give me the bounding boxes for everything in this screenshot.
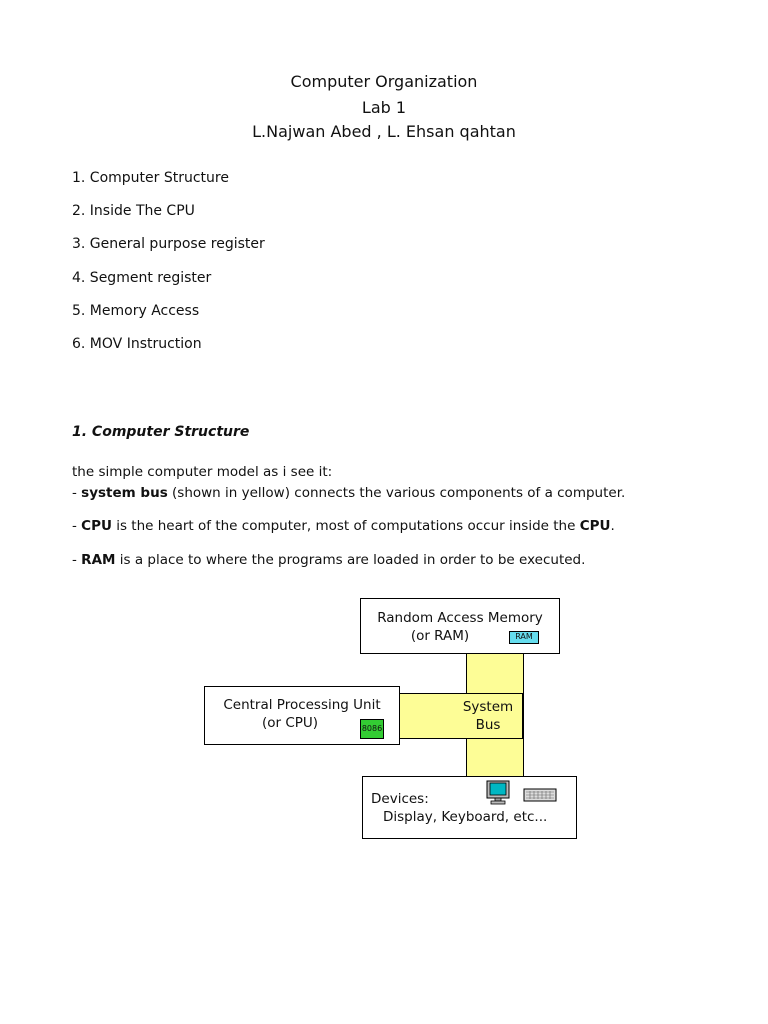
- ram-label-line2: (or RAM): [410, 628, 470, 644]
- paragraph-ram: [72, 551, 585, 569]
- term-ram: RAM: [81, 552, 116, 568]
- term-cpu: CPU: [81, 518, 112, 534]
- toc-item: 1. Computer Structure: [72, 170, 229, 186]
- cpu-label-line2: (or CPU): [261, 715, 319, 731]
- toc-item: 4. Segment register: [72, 270, 212, 286]
- para-suffix: .: [610, 518, 615, 534]
- para-text: is the heart of the computer, most of computations occur inside the: [111, 518, 580, 534]
- ram-box: [360, 598, 560, 654]
- intro-text: the simple computer model as i see it:: [72, 464, 333, 480]
- devices-label-line2: Display, Keyboard, etc...: [383, 809, 548, 825]
- cpu-label-line1: Central Processing Unit: [223, 697, 381, 713]
- keyboard-icon: [523, 788, 557, 802]
- cpu-box: [204, 686, 400, 745]
- para-text: is a place to where the programs are loaded in order to be executed.: [115, 552, 586, 568]
- system-bus-label: [446, 698, 530, 734]
- paragraph-cpu: [72, 517, 615, 535]
- doc-authors: L.Najwan Abed , L. Ehsan qahtan: [252, 122, 516, 141]
- bus-label-line2: Bus: [475, 717, 501, 733]
- para-prefix: -: [72, 518, 82, 534]
- toc-item: 3. General purpose register: [72, 236, 265, 252]
- devices-label-line1: Devices:: [371, 791, 429, 807]
- bus-label-line1: System: [462, 699, 514, 715]
- ram-chip-icon: RAM: [509, 631, 539, 644]
- para-prefix: -: [72, 552, 82, 568]
- doc-title: Computer Organization: [290, 72, 478, 91]
- term-system-bus: system bus: [81, 485, 168, 501]
- para-prefix: -: [72, 485, 82, 501]
- paragraph-system-bus: [72, 484, 625, 502]
- toc-item: 5. Memory Access: [72, 303, 200, 319]
- monitor-icon: [485, 780, 511, 806]
- toc-item: 2. Inside The CPU: [72, 203, 195, 219]
- toc-item: 6. MOV Instruction: [72, 336, 202, 352]
- devices-box: [362, 776, 577, 839]
- term-cpu-2: CPU: [579, 518, 611, 534]
- para-text: (shown in yellow) connects the various components of a computer.: [167, 485, 626, 501]
- ram-label-line1: Random Access Memory: [377, 610, 543, 626]
- cpu-chip-icon: 8086: [360, 719, 384, 739]
- section-heading: 1. Computer Structure: [72, 424, 250, 440]
- doc-subtitle: Lab 1: [361, 98, 407, 117]
